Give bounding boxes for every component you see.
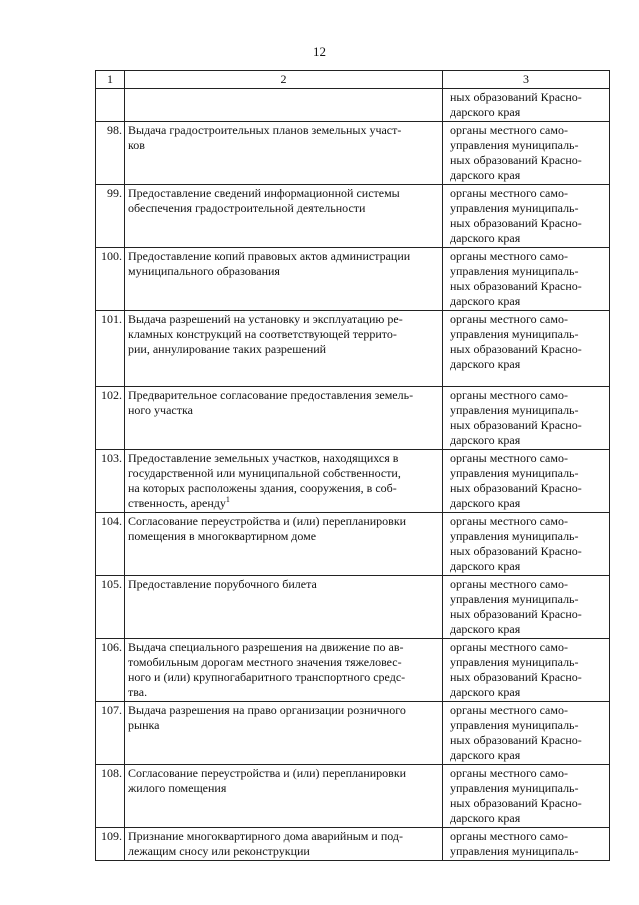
column-header-2: 2 [125,71,443,89]
table-row [96,765,610,828]
service-line-text: Предоставление земельных участков, находящихся в [128,451,399,465]
page-number: 12 [313,44,326,59]
org-line: управления муниципаль- [450,844,579,858]
row-number: 104. [96,513,125,576]
service-line-text: лежащим сносу или реконструкции [128,844,310,858]
service-name [125,311,443,387]
service-name [125,702,443,765]
org-line: дарского края [450,622,521,636]
org-line: управления муниципаль- [450,655,579,669]
service-line-text: ков [128,138,145,152]
org-line: дарского края [450,433,521,447]
row-number: 99. [96,185,125,248]
service-line [128,718,439,733]
service-name [125,639,443,702]
service-line [128,201,439,216]
org-line: органы местного само- [450,388,568,402]
service-name [125,387,443,450]
org-line: управления муниципаль- [450,327,579,341]
service-line [128,264,439,279]
org-line: органы местного само- [450,249,568,263]
row-number: 109. [96,828,125,861]
org-line: управления муниципаль- [450,138,579,152]
service-line [128,451,439,466]
service-line [128,123,439,138]
org-line: дарского края [450,559,521,573]
org-line: органы местного само- [450,451,568,465]
service-line-text: Предоставление порубочного билета [128,577,317,591]
service-line-text: жилого помещения [128,781,227,795]
row-number: 105. [96,576,125,639]
service-line [128,327,439,342]
org-line: органы местного само- [450,577,568,591]
org-line: органы местного само- [450,514,568,528]
org-line: дарского края [450,105,521,119]
responsible-body [443,828,610,861]
org-line: дарского края [450,811,521,825]
service-line-text: рынка [128,718,160,732]
org-line: органы местного само- [450,829,568,843]
service-line-text: рии, аннулирование таких разрешений [128,342,327,356]
service-line [128,249,439,264]
responsible-body [443,513,610,576]
org-line: ных образований Красно- [450,216,582,230]
org-line: ных образований Красно- [450,733,582,747]
org-line: дарского края [450,496,521,510]
row-number: 101. [96,311,125,387]
org-line: управления муниципаль- [450,592,579,606]
service-line [128,466,439,481]
service-line-text: Предоставление копий правовых актов администрации [128,249,411,263]
service-line [128,388,439,403]
service-line [128,670,439,685]
org-line: управления муниципаль- [450,781,579,795]
table-row [96,185,610,248]
column-header-1: 1 [96,71,125,89]
org-line: управления муниципаль- [450,264,579,278]
service-line [128,703,439,718]
service-line [128,766,439,781]
service-line [128,829,439,844]
service-line [128,529,439,544]
row-number [96,89,125,122]
responsible-body [443,89,610,122]
row-number: 100. [96,248,125,311]
org-line: ных образований Красно- [450,796,582,810]
responsible-body [443,639,610,702]
service-line-text: на которых расположены здания, сооружения, в соб- [128,481,397,495]
service-name [125,185,443,248]
org-line: управления муниципаль- [450,201,579,215]
org-line: ных образований Красно- [450,670,582,684]
row-number: 108. [96,765,125,828]
service-line-text: Предварительное согласование предоставления земель- [128,388,414,402]
service-line [128,685,439,700]
column-header-3: 3 [443,71,610,89]
table-row [96,122,610,185]
row-number: 98. [96,122,125,185]
service-line-text: государственной или муниципальной собственности, [128,466,401,480]
table-row [96,513,610,576]
responsible-body [443,450,610,513]
service-line-text: ного и (или) крупногабаритного транспортного средс- [128,670,406,684]
service-line [128,655,439,670]
row-number: 106. [96,639,125,702]
org-line: дарского края [450,294,521,308]
service-name [125,450,443,513]
service-line-text: обеспечения градостроительной деятельности [128,201,366,215]
service-name [125,89,443,122]
table-row [96,576,610,639]
service-name [125,513,443,576]
service-line [128,186,439,201]
service-line [128,577,439,592]
org-line: ных образований Красно- [450,418,582,432]
org-line: ных образований Красно- [450,90,582,104]
service-line [128,640,439,655]
service-line [128,342,439,357]
service-name [125,576,443,639]
service-line-text: Выдача разрешений на установку и эксплуатацию ре- [128,312,403,326]
service-line [128,844,439,859]
org-line: дарского края [450,748,521,762]
responsible-body [443,576,610,639]
org-line: дарского края [450,231,521,245]
service-name [125,765,443,828]
service-line-text: Выдача специального разрешения на движение по ав- [128,640,404,654]
footnote-mark: 1 [225,495,230,504]
service-line [128,403,439,418]
org-line: управления муниципаль- [450,466,579,480]
service-line [128,781,439,796]
service-name [125,122,443,185]
org-line: ных образований Красно- [450,481,582,495]
service-line-text: томобильным дорогам местного значения тяжеловес- [128,655,402,669]
org-line: органы местного само- [450,312,568,326]
responsible-body [443,311,610,387]
table-row [96,702,610,765]
table-row [96,89,610,122]
service-line [128,312,439,327]
service-line-text: Согласование переустройства и (или) перепланировки [128,514,407,528]
table-body [96,89,610,861]
org-line: органы местного само- [450,703,568,717]
org-line: управления муниципаль- [450,529,579,543]
org-line: ных образований Красно- [450,153,582,167]
service-line [128,481,439,496]
service-name [125,828,443,861]
header-row [96,71,610,89]
responsible-body [443,248,610,311]
row-number: 102. [96,387,125,450]
org-line: ных образований Красно- [450,607,582,621]
row-number: 107. [96,702,125,765]
service-line-text: ного участка [128,403,193,417]
service-line-text: Выдача разрешения на право организации розничного [128,703,406,717]
org-line: управления муниципаль- [450,718,579,732]
org-line: дарского края [450,685,521,699]
org-line: органы местного само- [450,123,568,137]
service-line [128,514,439,529]
table-row [96,248,610,311]
table-row [96,450,610,513]
org-line: органы местного само- [450,640,568,654]
services-table [95,70,610,861]
service-line-text: Выдача градостроительных планов земельных участ- [128,123,402,137]
org-line: дарского края [450,357,521,371]
responsible-body [443,185,610,248]
service-line-text: помещения в многоквартирном доме [128,529,317,543]
org-line: дарского края [450,168,521,182]
table-row [96,387,610,450]
responsible-body [443,765,610,828]
service-line-text: Признание многоквартирного дома аварийным и под- [128,829,403,843]
table-row [96,639,610,702]
org-line: управления муниципаль- [450,403,579,417]
service-line [128,496,439,511]
org-line: органы местного само- [450,766,568,780]
table-row [96,828,610,861]
org-line: ных образований Красно- [450,544,582,558]
org-line: ных образований Красно- [450,342,582,356]
service-line-text: муниципального образования [128,264,280,278]
responsible-body [443,702,610,765]
row-number: 103. [96,450,125,513]
service-line [128,138,439,153]
service-line-text: тва. [128,685,148,699]
responsible-body [443,122,610,185]
org-line: ных образований Красно- [450,279,582,293]
responsible-body [443,387,610,450]
service-line-text: кламных конструкций на соответствующей террито- [128,327,397,341]
service-line-text: Согласование переустройства и (или) перепланировки [128,766,407,780]
service-line-text: ственность, аренду [128,496,226,510]
org-line: органы местного само- [450,186,568,200]
service-name [125,248,443,311]
service-line-text: Предоставление сведений информационной системы [128,186,400,200]
table-row [96,311,610,387]
